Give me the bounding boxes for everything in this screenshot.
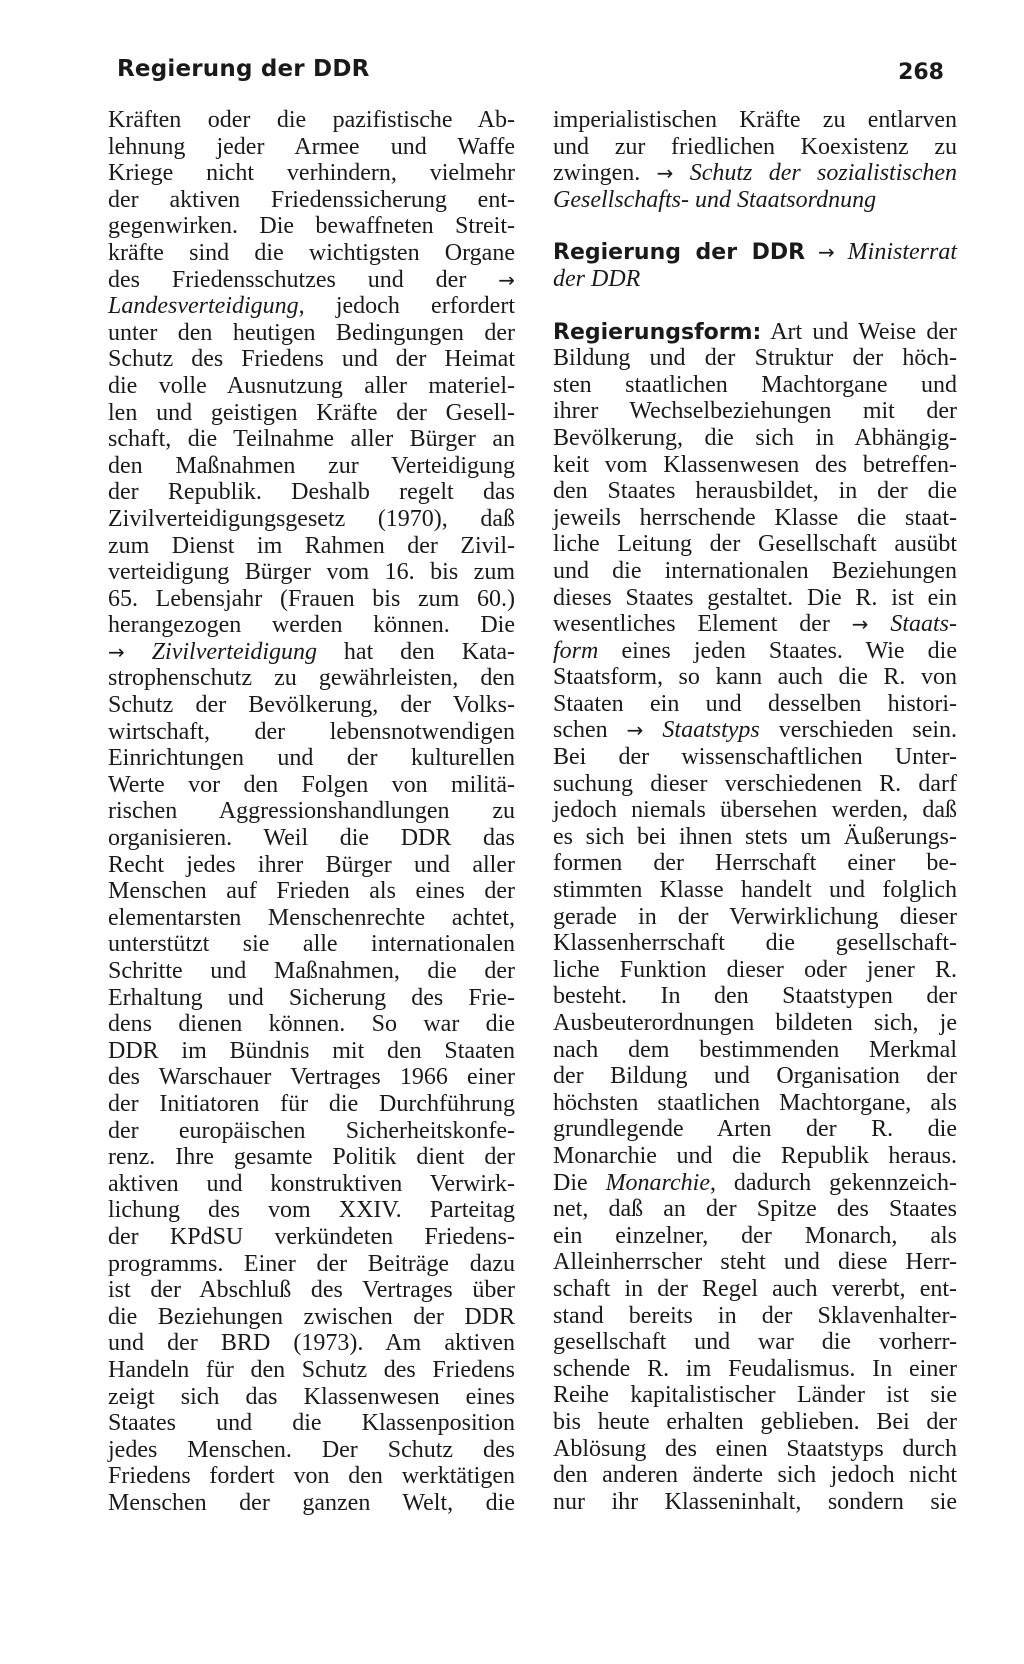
text-line: Staates und die Klassenposition [108,1410,515,1437]
cross-reference-arrow-icon: → [498,267,516,292]
text-line: elementarsten Menschenrechte achtet, [108,904,515,931]
page-number: 268 [898,60,944,85]
text-line: DDR im Bündnis mit den Staaten [108,1037,515,1064]
text-line: Bevölkerung, die sich in Abhängig- [553,424,957,451]
cross-reference-arrow-icon: → [626,718,644,743]
text-line: bis heute erhalten geblieben. Bei der [553,1408,957,1435]
text-line: ein einzelner, der Monarch, als [553,1222,957,1249]
text-line: Ausbeuterordnungen bildeten sich, je [553,1010,957,1036]
text-line: Reihe kapitalistischer Länder ist sie [553,1382,957,1409]
text-line: Schritte und Maßnahmen, die der [108,958,515,984]
cross-reference-link[interactable]: Staatstyps [662,717,760,744]
text-line: unter den heutigen Bedingungen der [108,319,515,346]
running-title: Regierung der DDR [117,56,370,82]
text-line: Friedens fordert von den werktätigen [108,1463,515,1490]
text-line: gesellschaft und war die vorherr- [553,1329,957,1356]
text-line: ist der Abschluß des Vertrages über [108,1277,515,1304]
text-line: Werte vor den Folgen von militä- [108,771,515,798]
text-line: der Bildung und Organisation der [553,1063,957,1090]
text-line: der Republik. Deshalb regelt das [108,479,515,506]
text-line: jeweils herrschende Klasse die staat- [553,504,957,531]
text-line: renz. Ihre gesamte Politik dient der [108,1144,515,1171]
text-line: besteht. In den Staatstypen der [553,983,957,1010]
emphasized-term: Monarchie [605,1169,710,1196]
entry-headword: Regierungsform: [553,319,762,345]
text-line: suchung dieser verschiedenen R. darf [553,770,957,797]
text-line: wirtschaft, der lebensnotwendigen [108,718,515,745]
text-line: Handeln für den Schutz des Friedens [108,1356,515,1383]
text-line: den Staates herausbildet, in der die [553,478,957,505]
text-line: und der BRD (1973). Am aktiven [108,1330,515,1357]
text-line: Ablösung des einen Staatstyps durch [553,1435,957,1462]
spacer [553,293,957,319]
text-line: unterstützt sie alle internationalen [108,931,515,958]
entry-regierungsform: Regierungsform: Art und Weise der [553,318,957,345]
text-line: die volle Ausnutzung aller materiel- [108,372,515,399]
text-line: form eines jeden Staates. Wie die [553,637,958,664]
text-line: ihrer Wechselbeziehungen mit der [553,398,957,425]
text-line: Alleinherrscher steht und diese Herr- [553,1249,957,1276]
text-line: des Friedensschutzes und der → [108,266,516,293]
text-line: imperialistischen Kräfte zu entlarven [553,107,957,133]
text-line: Staatsform, so kann auch die R. von [553,664,957,691]
text-line: dieses Staates gestaltet. Die R. ist ein [553,584,957,611]
text-line: stimmten Klasse handelt und folglich [553,877,957,904]
text-line: Erhaltung und Sicherung des Frie- [108,984,515,1011]
text-line: lichung des vom XXIV. Parteitag [108,1197,515,1224]
text-line: → Zivilverteidigung hat den Kata- [108,638,516,665]
text-line: formen der Herrschaft einer be- [553,850,957,877]
text-line: jedes Menschen. Der Schutz des [108,1436,515,1463]
text-line: gerade in der Verwirklichung dieser [553,903,957,930]
text-line: zwingen. → Schutz der sozialistischen [553,160,958,187]
text-line: organisieren. Weil die DDR das [108,825,515,852]
text-line: Staaten ein und desselben histori- [553,690,957,717]
cross-reference-link[interactable]: Ministerrat [847,239,958,266]
text-line: schaft, die Teilnahme aller Bürger an [108,426,515,453]
cross-reference-link[interactable]: form [553,637,599,664]
text-line: es sich bei ihnen stets um Äußerungs- [553,823,957,850]
text-line: Menschen der ganzen Welt, die [108,1489,515,1516]
text-line: Klassenherrschaft die gesellschaft- [553,930,957,957]
right-column [553,107,957,1515]
cross-reference-arrow-icon: → [818,240,835,265]
text-line: zeigt sich das Klassenwesen eines [108,1383,515,1410]
text-line: den Maßnahmen zur Verteidigung [108,452,515,479]
text-line: des Warschauer Vertrages 1966 einer [108,1064,515,1091]
text-line: Monarchie und die Republik heraus. [553,1142,957,1169]
text-line: den anderen änderte sich jedoch nicht [553,1462,957,1489]
text-line: gegenwirken. Die bewaffneten Streit- [108,213,515,240]
text-line: lehnung jeder Armee und Waffe [108,133,515,160]
text-line: wesentliches Element der → Staats- [553,611,957,638]
text-line: Kriege nicht verhindern, vielmehr [108,160,515,187]
text-line: der KPdSU verkündeten Friedens- [108,1223,515,1250]
text-line: der europäischen Sicherheitskonfe- [108,1117,515,1144]
text-line: kräfte sind die wichtigsten Organe [108,239,515,266]
text-line: Zivilverteidigungsgesetz (1970), daß [108,505,515,532]
text-line: schaft in der Regel auch vererbt, ent- [553,1275,957,1302]
text-line: Menschen auf Frieden als eines der [108,878,515,905]
text-line: keit vom Klassenwesen des betreffen- [553,451,957,478]
cross-reference-link[interactable]: Landesverteidigung [108,293,299,320]
text-line: Kräften oder die pazifistische Ab- [108,107,515,133]
text-line: grundlegende Arten der R. die [553,1116,957,1143]
text-line: strophenschutz zu gewährleisten, den [108,665,515,692]
text-line: Bildung und der Struktur der höch- [553,345,957,372]
text-line: programms. Einer der Beiträge dazu [108,1250,515,1277]
cross-reference-link[interactable]: Schutz der sozialistischen [689,160,958,187]
cross-reference-link[interactable]: der DDR [553,265,641,292]
text-line: net, daß an der Spitze des Staates [553,1196,957,1223]
text-line: nach dem bestimmenden Merkmal [553,1036,957,1063]
text-line: liche Leitung der Gesellschaft ausübt [553,531,957,558]
text-line: Die Monarchie, dadurch gekennzeich- [553,1169,958,1196]
text-line: Einrichtungen und der kulturellen [108,745,515,772]
cross-reference-arrow-icon: → [851,612,869,637]
cross-reference-arrow-icon: → [656,161,674,186]
cross-reference-link[interactable]: Zivilverteidigung [151,638,317,665]
cross-reference-link[interactable]: Staats- [890,611,957,638]
text-line: schende R. im Feudalismus. In einer [553,1355,957,1382]
text-line: aktiven und konstruktiven Verwirk- [108,1170,515,1197]
text-line: Schutz der Bevölkerung, der Volks- [108,692,515,719]
text-line: len und geistigen Kräfte der Gesell- [108,399,515,426]
text-line: der Initiatoren für die Durchführung [108,1090,515,1117]
text-line: Schutz des Friedens und der Heimat [108,346,515,373]
text-line: rischen Aggressionshandlungen zu [108,798,515,825]
text-line: stand bereits in der Sklavenhalter- [553,1302,957,1329]
entry-headword: Regierung der DDR [553,240,806,266]
text-line: schen → Staatstyps verschieden sein. [553,717,958,744]
text-line: sten staatlichen Machtorgane und [553,371,957,398]
text-line: liche Funktion dieser oder jener R. [553,956,957,983]
spacer [553,213,957,239]
text-line: dens dienen können. So war die [108,1011,515,1038]
text-line: nur ihr Klasseninhalt, sondern sie [553,1488,957,1515]
cross-reference-arrow-icon: → [108,639,125,664]
text-line: Landesverteidigung, jedoch erfordert [108,293,515,320]
left-column [108,107,515,1516]
text-line: Bei der wissenschaftlichen Unter- [553,744,957,771]
text-line: höchsten staatlichen Machtorgane, als [553,1089,957,1116]
text-line: herangezogen werden können. Die [108,612,515,639]
text-line: 65. Lebensjahr (Frauen bis zum 60.) [108,585,515,612]
text-line: und die internationalen Beziehungen [553,557,957,584]
text-line: die Beziehungen zwischen der DDR [108,1303,515,1330]
text-line: verteidigung Bürger vom 16. bis zum [108,559,515,586]
cross-reference-link[interactable]: Gesellschafts- und Staatsordnung [553,186,877,213]
text-line: der aktiven Friedenssicherung ent- [108,186,515,213]
text-line: und zur friedlichen Koexistenz zu [553,133,957,160]
text-line: jedoch niemals übersehen werden, daß [553,797,957,824]
entry-regierung-der-ddr [553,239,957,266]
text-line: Recht jedes ihrer Bürger und aller [108,851,515,878]
text-line: zum Dienst im Rahmen der Zivil- [108,532,515,559]
